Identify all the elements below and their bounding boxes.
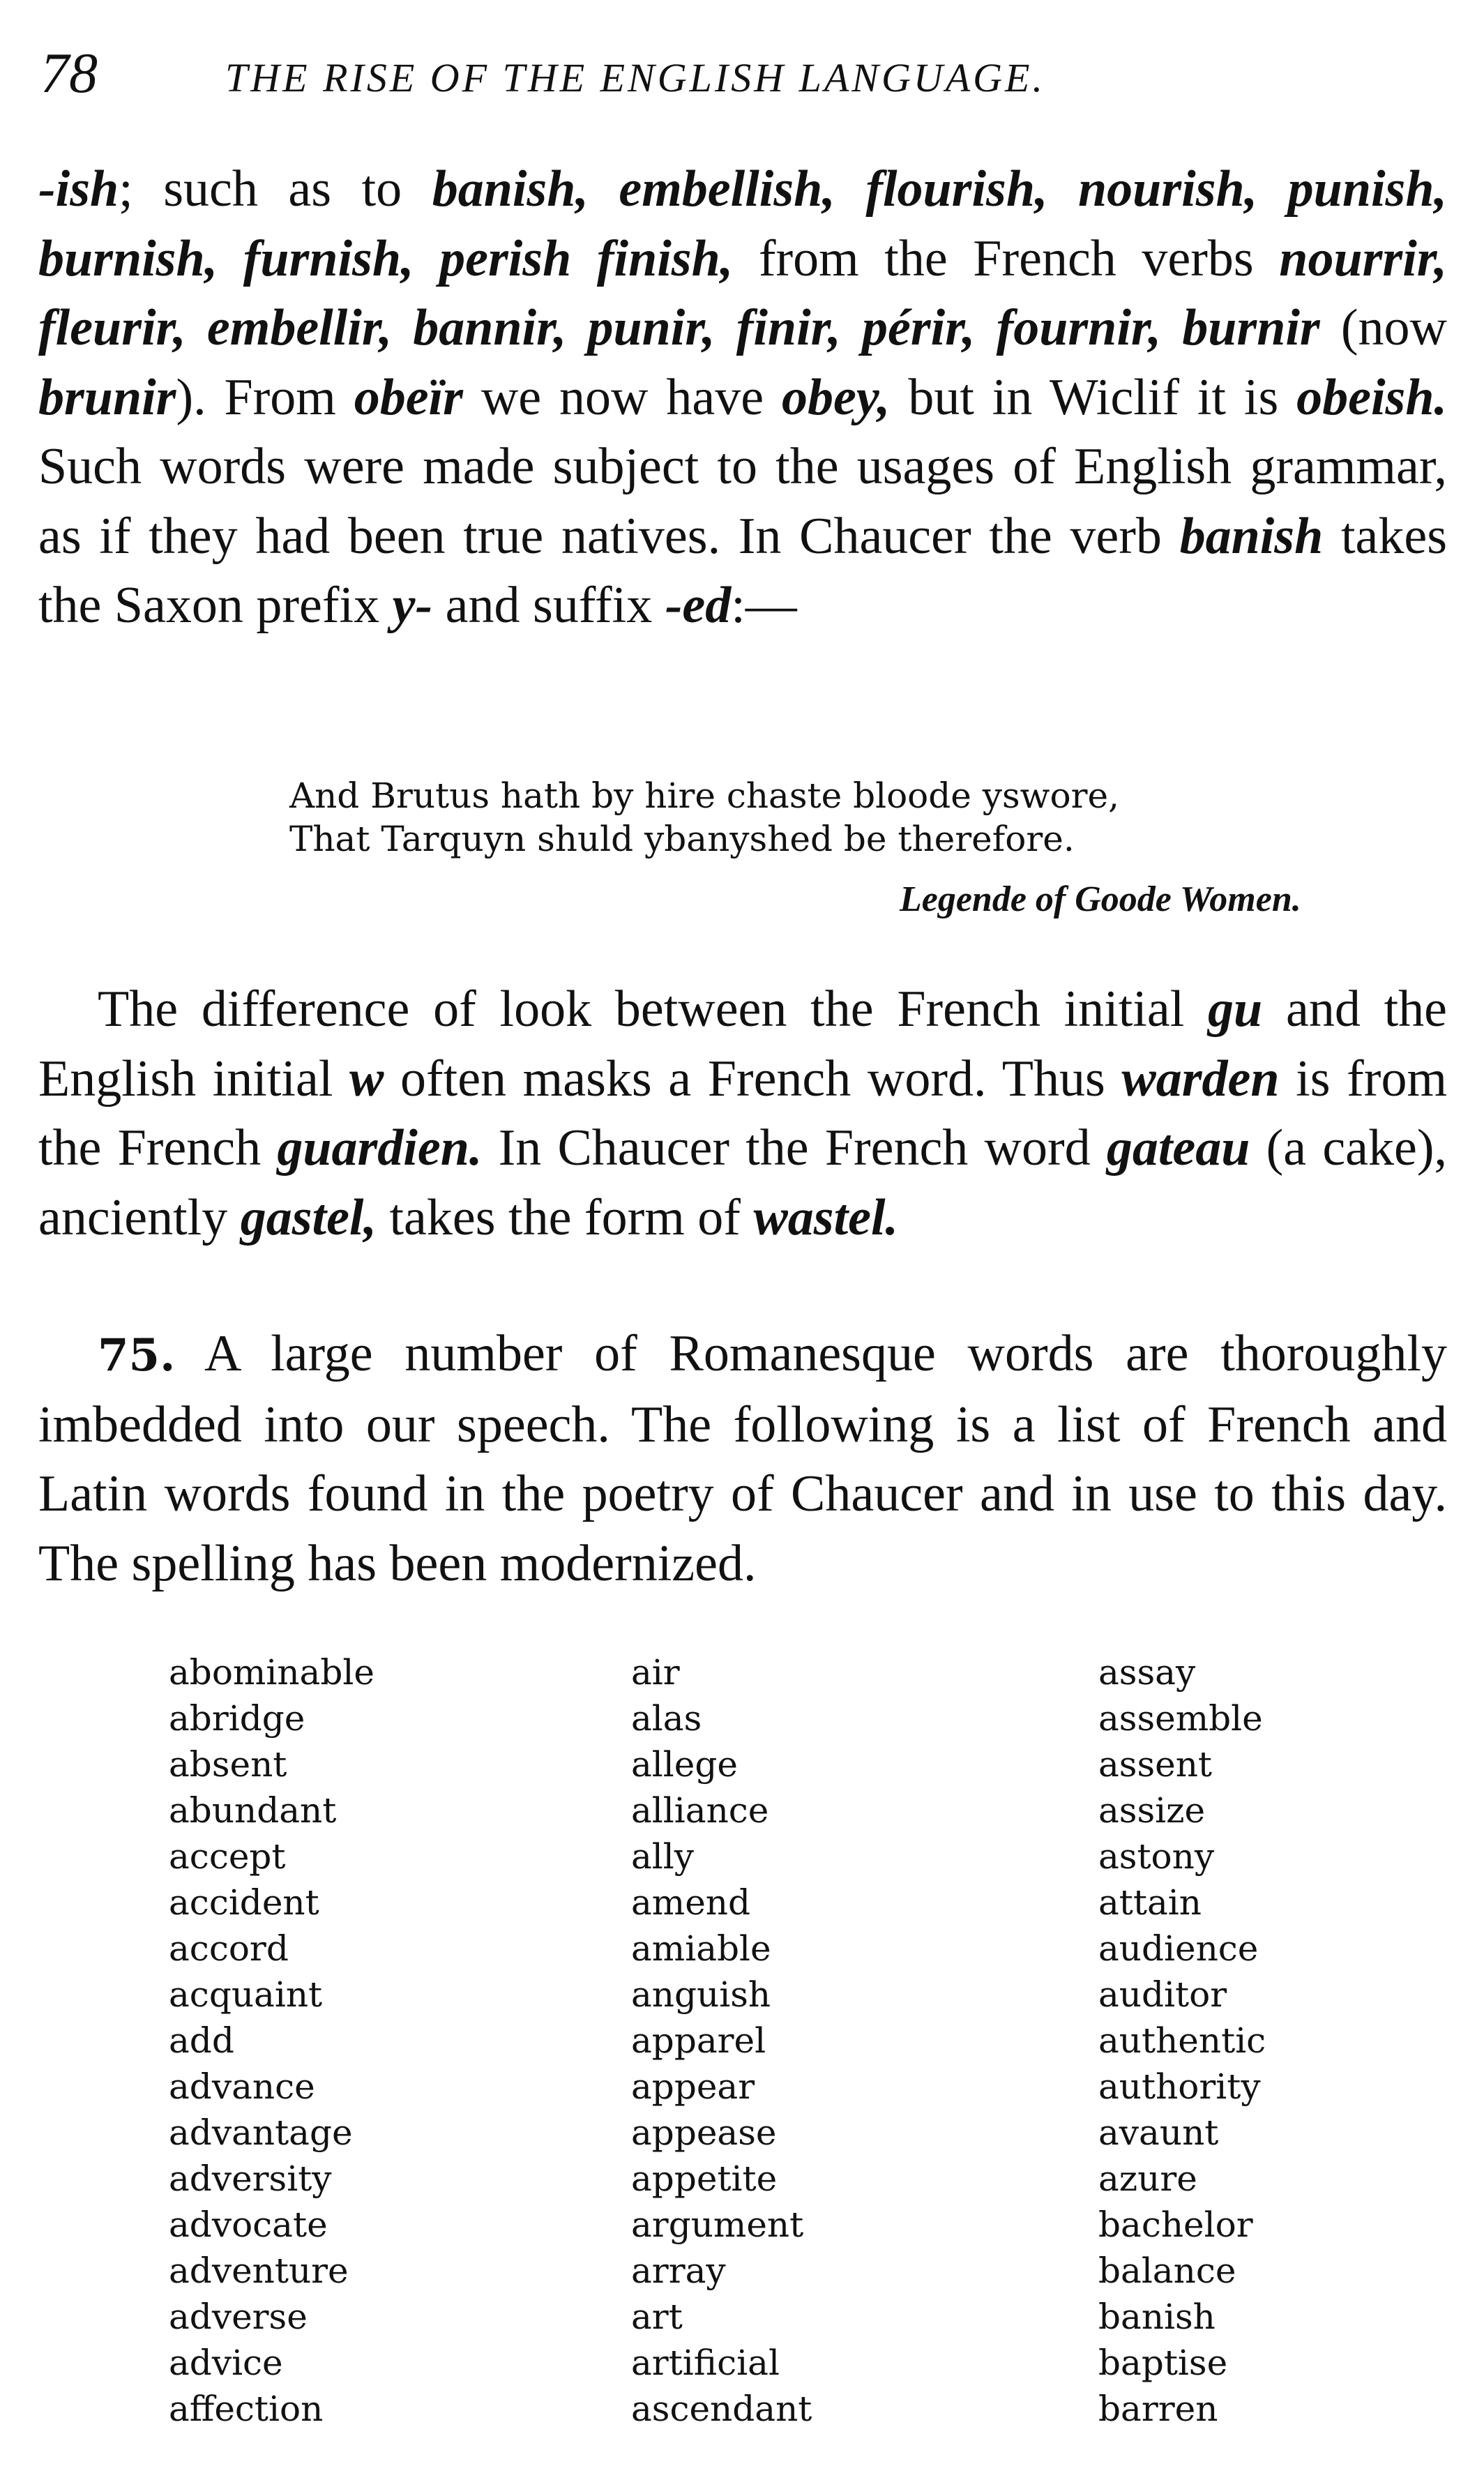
word-list-item: abridge <box>169 1698 305 1739</box>
word-list-item: accept <box>169 1836 286 1877</box>
text-run: often masks a French word. Thus <box>384 1050 1122 1107</box>
word-list-item: air <box>631 1652 680 1693</box>
italic-term: nourrir, fleurir, embellir, bannir, punir, finir, périr, fournir, burnir <box>38 229 1447 356</box>
word-list-item: assent <box>1098 1744 1213 1785</box>
word-list-item: baptise <box>1098 2343 1228 2383</box>
chaucer-quotation <box>289 774 1405 861</box>
word-list-item: absent <box>169 1744 287 1785</box>
word-column-2 <box>631 1649 812 2432</box>
running-title: THE RISE OF THE ENGLISH LANGUAGE. <box>225 55 1045 100</box>
text-run: takes the form of <box>376 1188 754 1246</box>
word-list-item: advice <box>169 2343 283 2383</box>
italic-term: wastel. <box>753 1188 899 1246</box>
word-list-item: barren <box>1098 2389 1218 2429</box>
word-list-item: appetite <box>631 2158 778 2199</box>
italic-term: obeish. <box>1296 368 1447 426</box>
word-list-item: adversity <box>169 2158 332 2199</box>
italic-term: obeïr <box>354 368 463 426</box>
text-run: from the French verbs <box>733 229 1280 287</box>
italic-term: guardien. <box>277 1119 483 1177</box>
word-list-item: alliance <box>631 1790 769 1831</box>
word-list-item: azure <box>1098 2158 1197 2199</box>
italic-term: w <box>349 1050 384 1107</box>
word-list-item: appear <box>631 2066 755 2107</box>
word-list-item: appease <box>631 2112 777 2153</box>
word-list-item: assemble <box>1098 1698 1263 1739</box>
word-list-item: accord <box>169 1928 289 1969</box>
word-list-item: avaunt <box>1098 2112 1219 2153</box>
word-list-item: advocate <box>169 2205 328 2245</box>
paragraph-ish-verbs <box>38 155 1447 641</box>
paragraph-section-75 <box>38 1320 1447 1598</box>
word-list-item: art <box>631 2297 683 2337</box>
quote-source: Legende of Goode Women. <box>900 879 1301 919</box>
text-run: :— <box>731 577 797 634</box>
text-run: and the English initial <box>38 981 1447 1107</box>
word-list-item: anguish <box>631 1974 771 2015</box>
page-header <box>40 40 1442 117</box>
word-list-item: argument <box>631 2205 804 2245</box>
word-list-item: authentic <box>1098 2020 1266 2061</box>
word-list-item: advantage <box>169 2112 353 2153</box>
word-list-item: audience <box>1098 1928 1259 1969</box>
text-run: (now <box>1319 299 1447 356</box>
word-list-item: apparel <box>631 2020 766 2061</box>
text-run: we now have <box>462 368 782 426</box>
word-list-item: bachelor <box>1098 2205 1253 2245</box>
word-list-item: ally <box>631 1836 695 1877</box>
section-text: A large number of Romanesque words are thoroughly imbedded into our speech. The following is a list of French and Latin words found in the poetry of Chaucer and in use to this day. The spelling has been modernized. <box>38 1325 1447 1592</box>
italic-term: y- <box>392 577 433 634</box>
word-list-item: advance <box>169 2066 315 2107</box>
quote-line: That Tarquyn shuld ybanyshed be therefore. <box>289 819 1075 859</box>
word-list-item: abominable <box>169 1652 374 1693</box>
text-run: and suffix <box>432 577 665 634</box>
italic-term: -ed <box>665 577 732 634</box>
word-list-item: adverse <box>169 2297 308 2337</box>
word-list-item: authority <box>1098 2066 1261 2107</box>
word-list-item: ascendant <box>631 2389 812 2429</box>
section-number: 75. <box>98 1329 176 1382</box>
quote-line: And Brutus hath by hire chaste bloode yswore, <box>289 776 1119 816</box>
text-run: Such words were made subject to the usages of English grammar, as if they had been true natives. In Chaucer the verb <box>38 438 1447 565</box>
word-list-item: astony <box>1098 1836 1215 1877</box>
word-list-item: balance <box>1098 2251 1236 2291</box>
word-column-3 <box>1098 1649 1266 2432</box>
italic-term: warden <box>1121 1050 1280 1107</box>
italic-term: obey, <box>781 368 891 426</box>
page-number: 78 <box>40 41 98 105</box>
italic-term: banish <box>1179 507 1324 565</box>
paragraph-gu-w <box>38 975 1447 1253</box>
italic-term: gastel, <box>240 1188 377 1246</box>
text-run: The difference of look between the French initial <box>98 981 1209 1038</box>
word-list-item: acquaint <box>169 1974 323 2015</box>
word-list-item: amiable <box>631 1928 771 1969</box>
text-run: but in Wiclif it is <box>890 368 1297 426</box>
word-list-item: amend <box>631 1882 751 1923</box>
italic-term: -ish <box>38 160 119 218</box>
word-list-item: add <box>169 2020 234 2061</box>
text-run: takes the Saxon prefix <box>38 507 1448 634</box>
word-list-item: artificial <box>631 2343 780 2383</box>
word-list-item: accident <box>169 1882 319 1923</box>
word-list-item: allege <box>631 1744 738 1785</box>
italic-term: gateau <box>1106 1119 1250 1177</box>
word-list-item: banish <box>1098 2297 1216 2337</box>
word-list-item: auditor <box>1098 1974 1227 2015</box>
word-list-item: array <box>631 2251 726 2291</box>
word-list-item: attain <box>1098 1882 1202 1923</box>
word-list <box>0 1649 1484 2458</box>
text-run: ). From <box>176 368 354 426</box>
word-list-item: assize <box>1098 1790 1206 1831</box>
word-list-item: alas <box>631 1698 702 1739</box>
word-column-1 <box>169 1649 374 2432</box>
italic-term: gu <box>1208 981 1263 1038</box>
word-list-item: assay <box>1098 1652 1196 1693</box>
word-list-item: adventure <box>169 2251 349 2291</box>
text-run: is from the French <box>38 1050 1448 1177</box>
word-list-item: affection <box>169 2389 324 2429</box>
text-run: (a cake), anciently <box>38 1119 1447 1246</box>
italic-term: banish, embellish, flourish, nourish, punish, burnish, furnish, perish finish, <box>38 160 1447 287</box>
word-list-item: abundant <box>169 1790 337 1831</box>
italic-term: brunir <box>38 368 176 426</box>
text-run: ; such as to <box>119 160 432 218</box>
text-run: In Chaucer the French word <box>482 1119 1107 1177</box>
